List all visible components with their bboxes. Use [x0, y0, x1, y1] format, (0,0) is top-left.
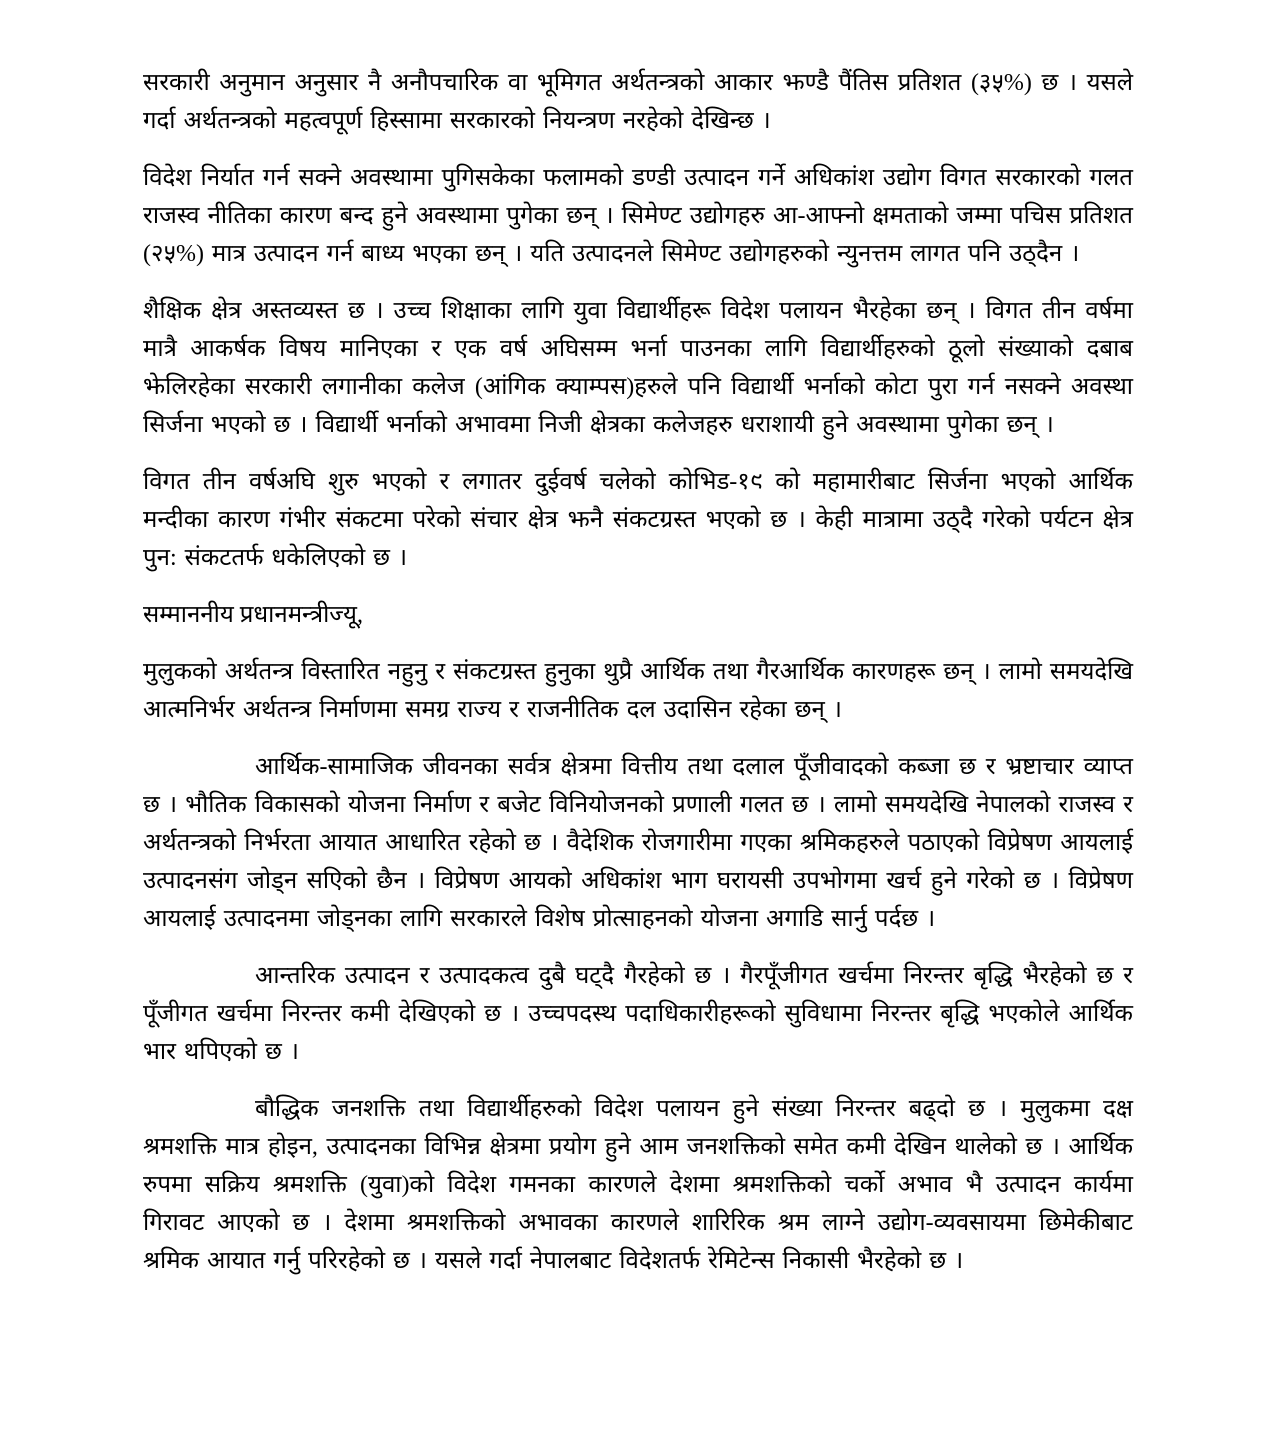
paragraph-production-decline: आन्तरिक उत्पादन र उत्पादकत्व दुबै घट्दै गैरहेको छ । गैरपूँजीगत खर्चमा निरन्तर बृद्धि भैरहेको छ र पूँजीगत खर्चमा निरन्तर कमी देखिएको छ । उच्चपदस्थ पदाधिकारीहरूको सुविधामा निरन्तर बृद्धि भएकोले आर्थिक भार थपिएको छ । [143, 963, 1133, 1065]
salutation-line: सम्माननीय प्रधानमन्त्रीज्यू, [143, 602, 363, 628]
paragraph-capitalism-remittance: आर्थिक-सामाजिक जीवनका सर्वत्र क्षेत्रमा वित्तीय तथा दलाल पूँजीवादको कब्जा छ र भ्रष्टाचार व्याप्त छ । भौतिक विकासको योजना निर्माण र बजेट विनियोजनको प्रणाली गलत छ । लामो समयदेखि नेपालको राजस्व र अर्थतन्त्रको निर्भरता आयात आधारित रहेको छ । वैदेशिक रोजगारीमा गएका श्रमिकहरुले पठाएको विप्रेषण आयलाई उत्पादनसंग जोड्न सएिको छैन । विप्रेषण आयको अधिकांश भाग घरायसी उपभोगमा खर्च हुने गरेको छ । विप्रेषण आयलाई उत्पादनमा जोड्नका लागि सरकारले विशेष प्रोत्साहनको योजना अगाडि सार्नु पर्दछ । [143, 754, 1133, 932]
paragraph-economy-causes: मुलुकको अर्थतन्त्र विस्तारित नहुनु र संकटग्रस्त हुनुका थुप्रै आर्थिक तथा गैरआर्थिक कारणहरू छन् । लामो समयदेखि आत्मनिर्भर अर्थतन्त्र निर्माणमा समग्र राज्य र राजनीतिक दल उदासिन रहेका छन् । [143, 659, 1133, 723]
paragraph-brain-drain: बौद्धिक जनशक्ति तथा विद्यार्थीहरुको विदेश पलायन हुने संख्या निरन्तर बढ्दो छ । मुलुकमा दक्ष श्रमशक्ति मात्र होइन, उत्पादनका विभिन्न क्षेत्रमा प्रयोग हुने आम जनशक्तिको समेत कमी देखिन थालेको छ । आर्थिक रुपमा सक्रिय श्रमशक्ति (युवा)को विदेश गमनका कारणले देशमा श्रमशक्तिको चर्को अभाव भै उत्पादन कार्यमा गिरावट आएको छ । देशमा श्रमशक्तिको अभावका कारणले शारिरिक श्रम लाग्ने उद्योग-व्यवसायमा छिमेकीबाट श्रमिक आयात गर्नु परिरहेको छ । यसले गर्दा नेपालबाट विदेशतर्फ रेमिटेन्स निकासी भैरहेको छ । [143, 1096, 1133, 1274]
paragraph-covid-impact: विगत तीन वर्षअघि शुरु भएको र लगातर दुईवर्ष चलेको कोभिड-१९ को महामारीबाट सिर्जना भएको आर्थिक मन्दीका कारण गंभीर संकटमा परेको संचार क्षेत्र झनै संकटग्रस्त भएको छ । केही मात्रामा उठ्दै गरेको पर्यटन क्षेत्र पुन: संकटतर्फ धकेलिएको छ । [143, 469, 1133, 571]
paragraph-education-sector: शैक्षिक क्षेत्र अस्तव्यस्त छ । उच्च शिक्षाका लागि युवा विद्यार्थीहरू विदेश पलायन भैरहेका छन् । विगत तीन वर्षमा मात्रै आकर्षक विषय मानिएका र एक वर्ष अघिसम्म भर्ना पाउनका लागि विद्यार्थीहरुको ठूलो संख्याको दबाब झेलिरहेका सरकारी लगानीका कलेज (आंगिक क्याम्पस)हरुले पनि विद्यार्थी भर्नाको कोटा पुरा गर्न नसक्ने अवस्था सिर्जना भएको छ । विद्यार्थी भर्नाको अभावमा निजी क्षेत्रका कलेजहरु धराशायी हुने अवस्थामा पुगेका छन् । [143, 298, 1133, 438]
paragraph-informal-economy: सरकारी अनुमान अनुसार नै अनौपचारिक वा भूमिगत अर्थतन्त्रको आकार झण्डै पैंतिस प्रतिशत (३५%) छ । यसले गर्दा अर्थतन्त्रको महत्वपूर्ण हिस्सामा सरकारको नियन्त्रण नरहेको देखिन्छ । [143, 70, 1133, 134]
paragraph-industry-crisis: विदेश निर्यात गर्न सक्ने अवस्थामा पुगिसकेका फलामको डण्डी उत्पादन गर्ने अधिकांश उद्योग विगत सरकारको गलत राजस्व नीतिका कारण बन्द हुने अवस्थामा पुगेका छन् । सिमेण्ट उद्योगहरु आ-आफ्नो क्षमताको जम्मा पचिस प्रतिशत (२५%) मात्र उत्पादन गर्न बाध्य भएका छन् । यति उत्पादनले सिमेण्ट उद्योगहरुको न्युनत्तम लागत पनि उठ्दैन । [143, 165, 1133, 267]
